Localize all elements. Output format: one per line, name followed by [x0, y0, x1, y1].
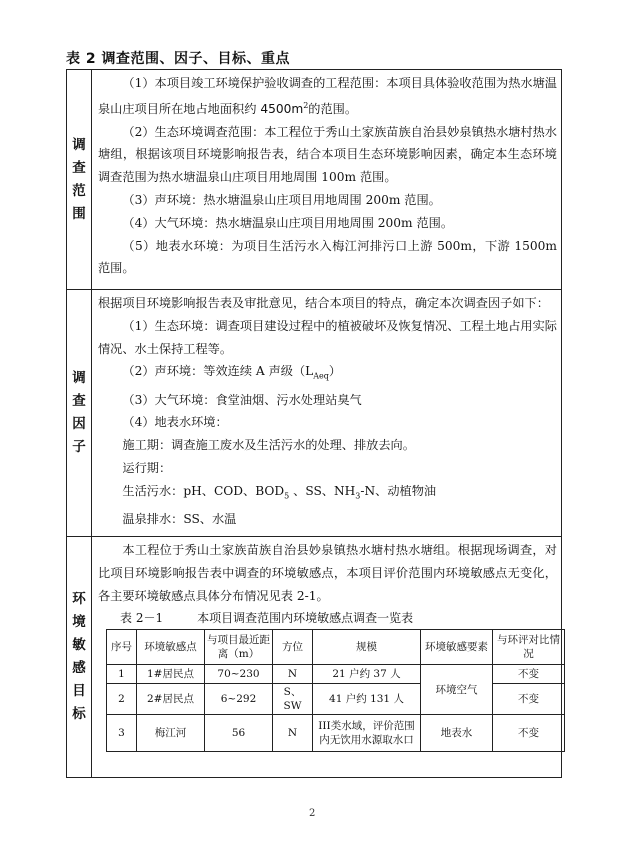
factors-label — [67, 290, 92, 537]
factors-construction: 施工期：调查施工废水及生活污水的处理、排放去向。 — [122, 438, 415, 453]
factors-sewage — [98, 480, 557, 508]
factors-label-char: 子 — [72, 439, 86, 455]
header-cell: 方位 — [273, 630, 313, 665]
sewage-text-c: -N、动植物油 — [360, 483, 437, 498]
table-caption — [120, 609, 557, 627]
scope-p2: （2）生态环境调查范围：本工程位于秀山土家族苗族自治县妙泉镇热水塘村热水塘组，根据该项目环境影响报告表，结合本项目生态环境影响因素，确定本生态环境调查范围为热水塘温泉山庄项目用地周围 100m 范围。 — [98, 124, 557, 185]
header-cell: 规模 — [313, 630, 421, 665]
scope-row — [67, 70, 562, 290]
factors-label-char: 调 — [72, 370, 86, 386]
cell-point: 1#居民点 — [137, 665, 205, 684]
header-cell: 环境敏感要素 — [421, 630, 493, 665]
factors-intro: 根据项目环境影响报告表及审批意见，结合本项目的特点，确定本次调查因子如下： — [98, 296, 549, 310]
factors-p2-text: （2）声环境：等效连续 A 声级（L — [122, 364, 314, 379]
cell-scale: III类水域，评价范围内无饮用水源取水口 — [313, 715, 421, 752]
scope-label-char: 查 — [72, 159, 86, 176]
targets-intro: 本工程位于秀山土家族苗族自治县妙泉镇热水塘村热水塘组。根据现场调查，对比项目环境影响报告表中调查的环境敏感点，本项目评价范围内环境敏感点无变化，各主要环境敏感点具体分布情况见表 2-1。 — [98, 543, 557, 603]
factors-row — [67, 290, 562, 537]
table-caption-number: 表 2－1 — [120, 611, 164, 626]
scope-p5: （5）地表水环境：为项目生活污水入梅江河排污口上游 500m，下游 1500m 范围。 — [98, 238, 557, 276]
cell-no: 3 — [107, 715, 137, 752]
cell-direction: S、SW — [273, 684, 313, 715]
targets-label-char: 目 — [72, 683, 86, 699]
table-row — [107, 715, 565, 752]
cell-scale: 41 户约 131 人 — [313, 684, 421, 715]
sewage-sub-1: 5 — [284, 491, 290, 501]
cell-element-air: 环境空气 — [421, 665, 493, 715]
cell-direction: N — [273, 665, 313, 684]
table-caption-title: 本项目调查范围内环境敏感点调查一览表 — [197, 611, 414, 626]
cell-no: 1 — [107, 665, 137, 684]
scope-p1-end: 的范围。 — [308, 101, 358, 116]
targets-content — [92, 537, 562, 778]
cell-scale: 21 户约 37 人 — [313, 665, 421, 684]
targets-label-char: 敏 — [72, 637, 86, 653]
factors-spring: 温泉排水：SS、水温 — [122, 512, 237, 527]
cell-change: 不变 — [493, 665, 565, 684]
scope-label-char: 调 — [72, 136, 86, 153]
header-cell: 与环评对比情况 — [493, 630, 565, 665]
cell-distance: 70~230 — [205, 665, 273, 684]
cell-distance: 56 — [205, 715, 273, 752]
factors-operation: 运行期： — [122, 461, 172, 476]
cell-point: 梅江河 — [137, 715, 205, 752]
scope-p4: （4）大气环境：热水塘温泉山庄项目用地周围 200m 范围。 — [122, 215, 454, 230]
targets-label-char: 标 — [72, 706, 86, 722]
header-cell: 环境敏感点 — [137, 630, 205, 665]
factors-label-char: 因 — [72, 416, 86, 432]
factors-p3: （3）大气环境：食堂油烟、污水处理站臭气 — [122, 392, 362, 407]
factors-content — [92, 290, 562, 537]
page-title: 表 2 调查范围、因子、目标、重点 — [66, 51, 290, 67]
sewage-sub-2: 3 — [355, 491, 361, 501]
factors-p2-end: ） — [328, 364, 342, 379]
factors-p2 — [98, 360, 557, 388]
factors-p2-sub: Aeq — [313, 371, 329, 381]
scope-p1-area: 4500m — [260, 101, 304, 116]
scope-label-char: 范 — [72, 182, 86, 199]
scope-label — [67, 70, 92, 290]
sewage-text-b: 、SS、NH — [289, 483, 356, 498]
scope-p1-sup: 2 — [303, 100, 309, 110]
cell-distance: 6~292 — [205, 684, 273, 715]
scope-p1 — [98, 72, 557, 121]
scope-p1-text: （1）本项目竣工环境保护验收调查的工程范围：本项目具体验收范围为热水塘温泉山庄项目所在地占地面积约 — [98, 76, 557, 116]
scope-label-char: 围 — [72, 205, 86, 222]
targets-label — [67, 537, 92, 778]
targets-label-char: 环 — [72, 591, 86, 607]
factors-p1: （1）生态环境：调查项目建设过程中的植被破坏及恢复情况、工程土地占用实际情况、水土保持工程等。 — [98, 318, 557, 356]
targets-row — [67, 537, 562, 778]
scope-p3: （3）声环境：热水塘温泉山庄项目用地周围 200m 范围。 — [122, 193, 441, 208]
cell-direction: N — [273, 715, 313, 752]
targets-label-char: 感 — [72, 660, 86, 676]
cell-no: 2 — [107, 684, 137, 715]
factors-p4: （4）地表水环境： — [122, 415, 228, 430]
sewage-text-a: 生活污水：pH、COD、BOD — [122, 483, 285, 498]
factors-label-char: 查 — [72, 393, 86, 409]
cell-point: 2#居民点 — [137, 684, 205, 715]
table-row — [107, 665, 565, 684]
table-row — [107, 684, 565, 715]
scope-content — [92, 70, 562, 290]
header-cell: 序号 — [107, 630, 137, 665]
cell-change: 不变 — [493, 715, 565, 752]
sensitive-points-table — [106, 629, 565, 752]
page-number: 2 — [309, 808, 316, 819]
main-table — [66, 69, 562, 778]
targets-label-char: 境 — [72, 614, 86, 630]
header-cell: 与项目最近距离（m） — [205, 630, 273, 665]
cell-change: 不变 — [493, 684, 565, 715]
cell-element: 地表水 — [421, 715, 493, 752]
table-header-row — [107, 630, 565, 665]
